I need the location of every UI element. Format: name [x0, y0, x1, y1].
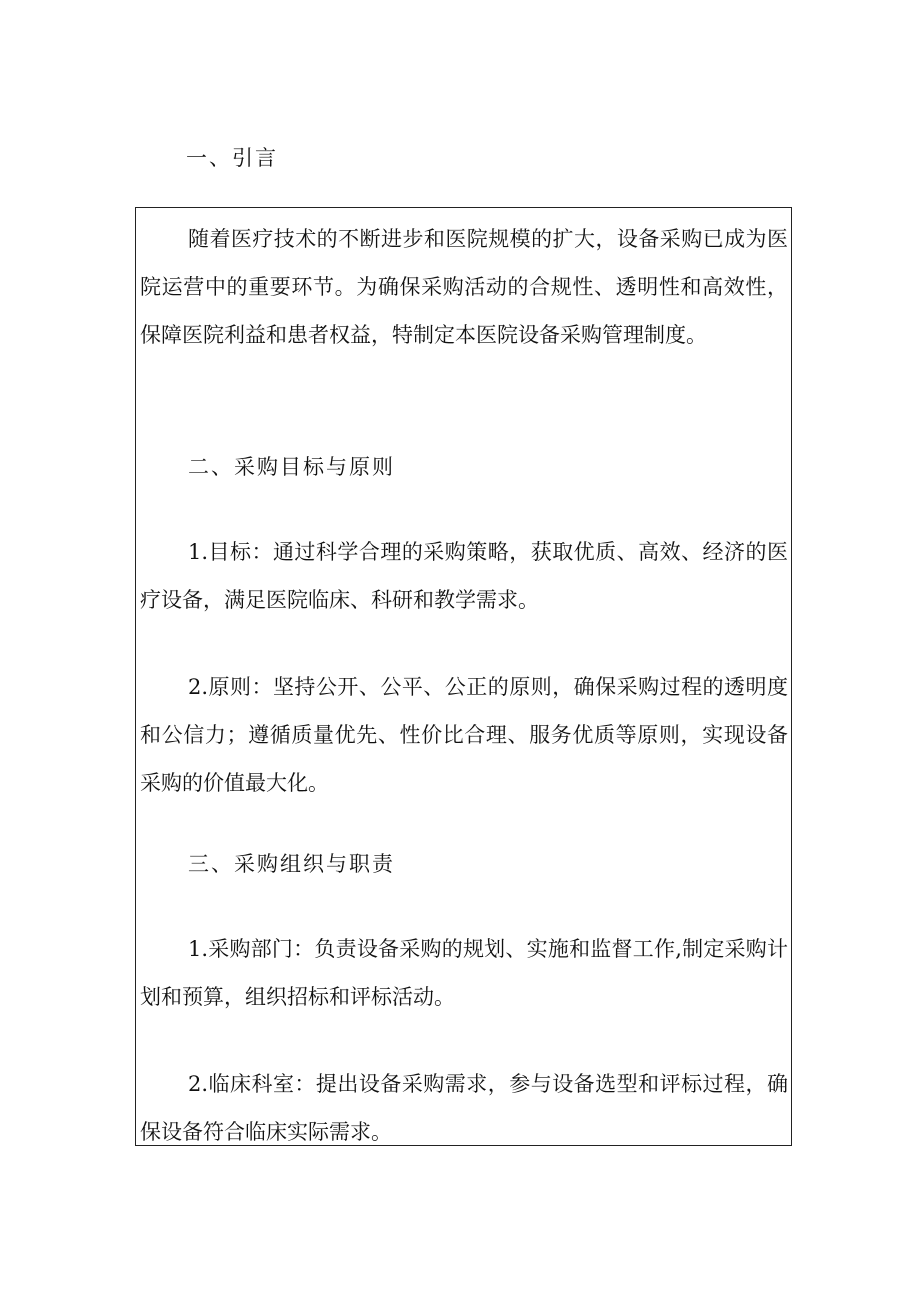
section-heading-organization: 三、采购组织与职责	[188, 852, 395, 876]
goals-item-target: 1.目标：通过科学合理的采购策略，获取优质、高效、经济的医疗设备，满足医院临床、科研和教学需求。	[140, 540, 788, 612]
goals-item-principle: 2.原则：坚持公开、公平、公正的原则，确保采购过程的透明度和公信力；遵循质量优先、性价比合理、服务优质等原则，实现设备采购的价值最大化。	[140, 675, 788, 795]
section-heading-intro: 一、引言	[186, 146, 278, 170]
org-item-purchasing-dept: 1.采购部门：负责设备采购的规划、实施和监督工作,制定采购计划和预算，组织招标和评标活动。	[140, 937, 788, 1009]
section-heading-goals: 二、采购目标与原则	[188, 455, 395, 479]
intro-paragraph: 随着医疗技术的不断进步和医院规模的扩大，设备采购已成为医院运营中的重要环节。为确保采购活动的合规性、透明性和高效性，保障医院利益和患者权益，特制定本医院设备采购管理制度。	[140, 227, 788, 347]
content-box	[135, 207, 792, 1146]
org-item-clinical-dept: 2.临床科室：提出设备采购需求，参与设备选型和评标过程，确保设备符合临床实际需求。	[140, 1072, 788, 1144]
